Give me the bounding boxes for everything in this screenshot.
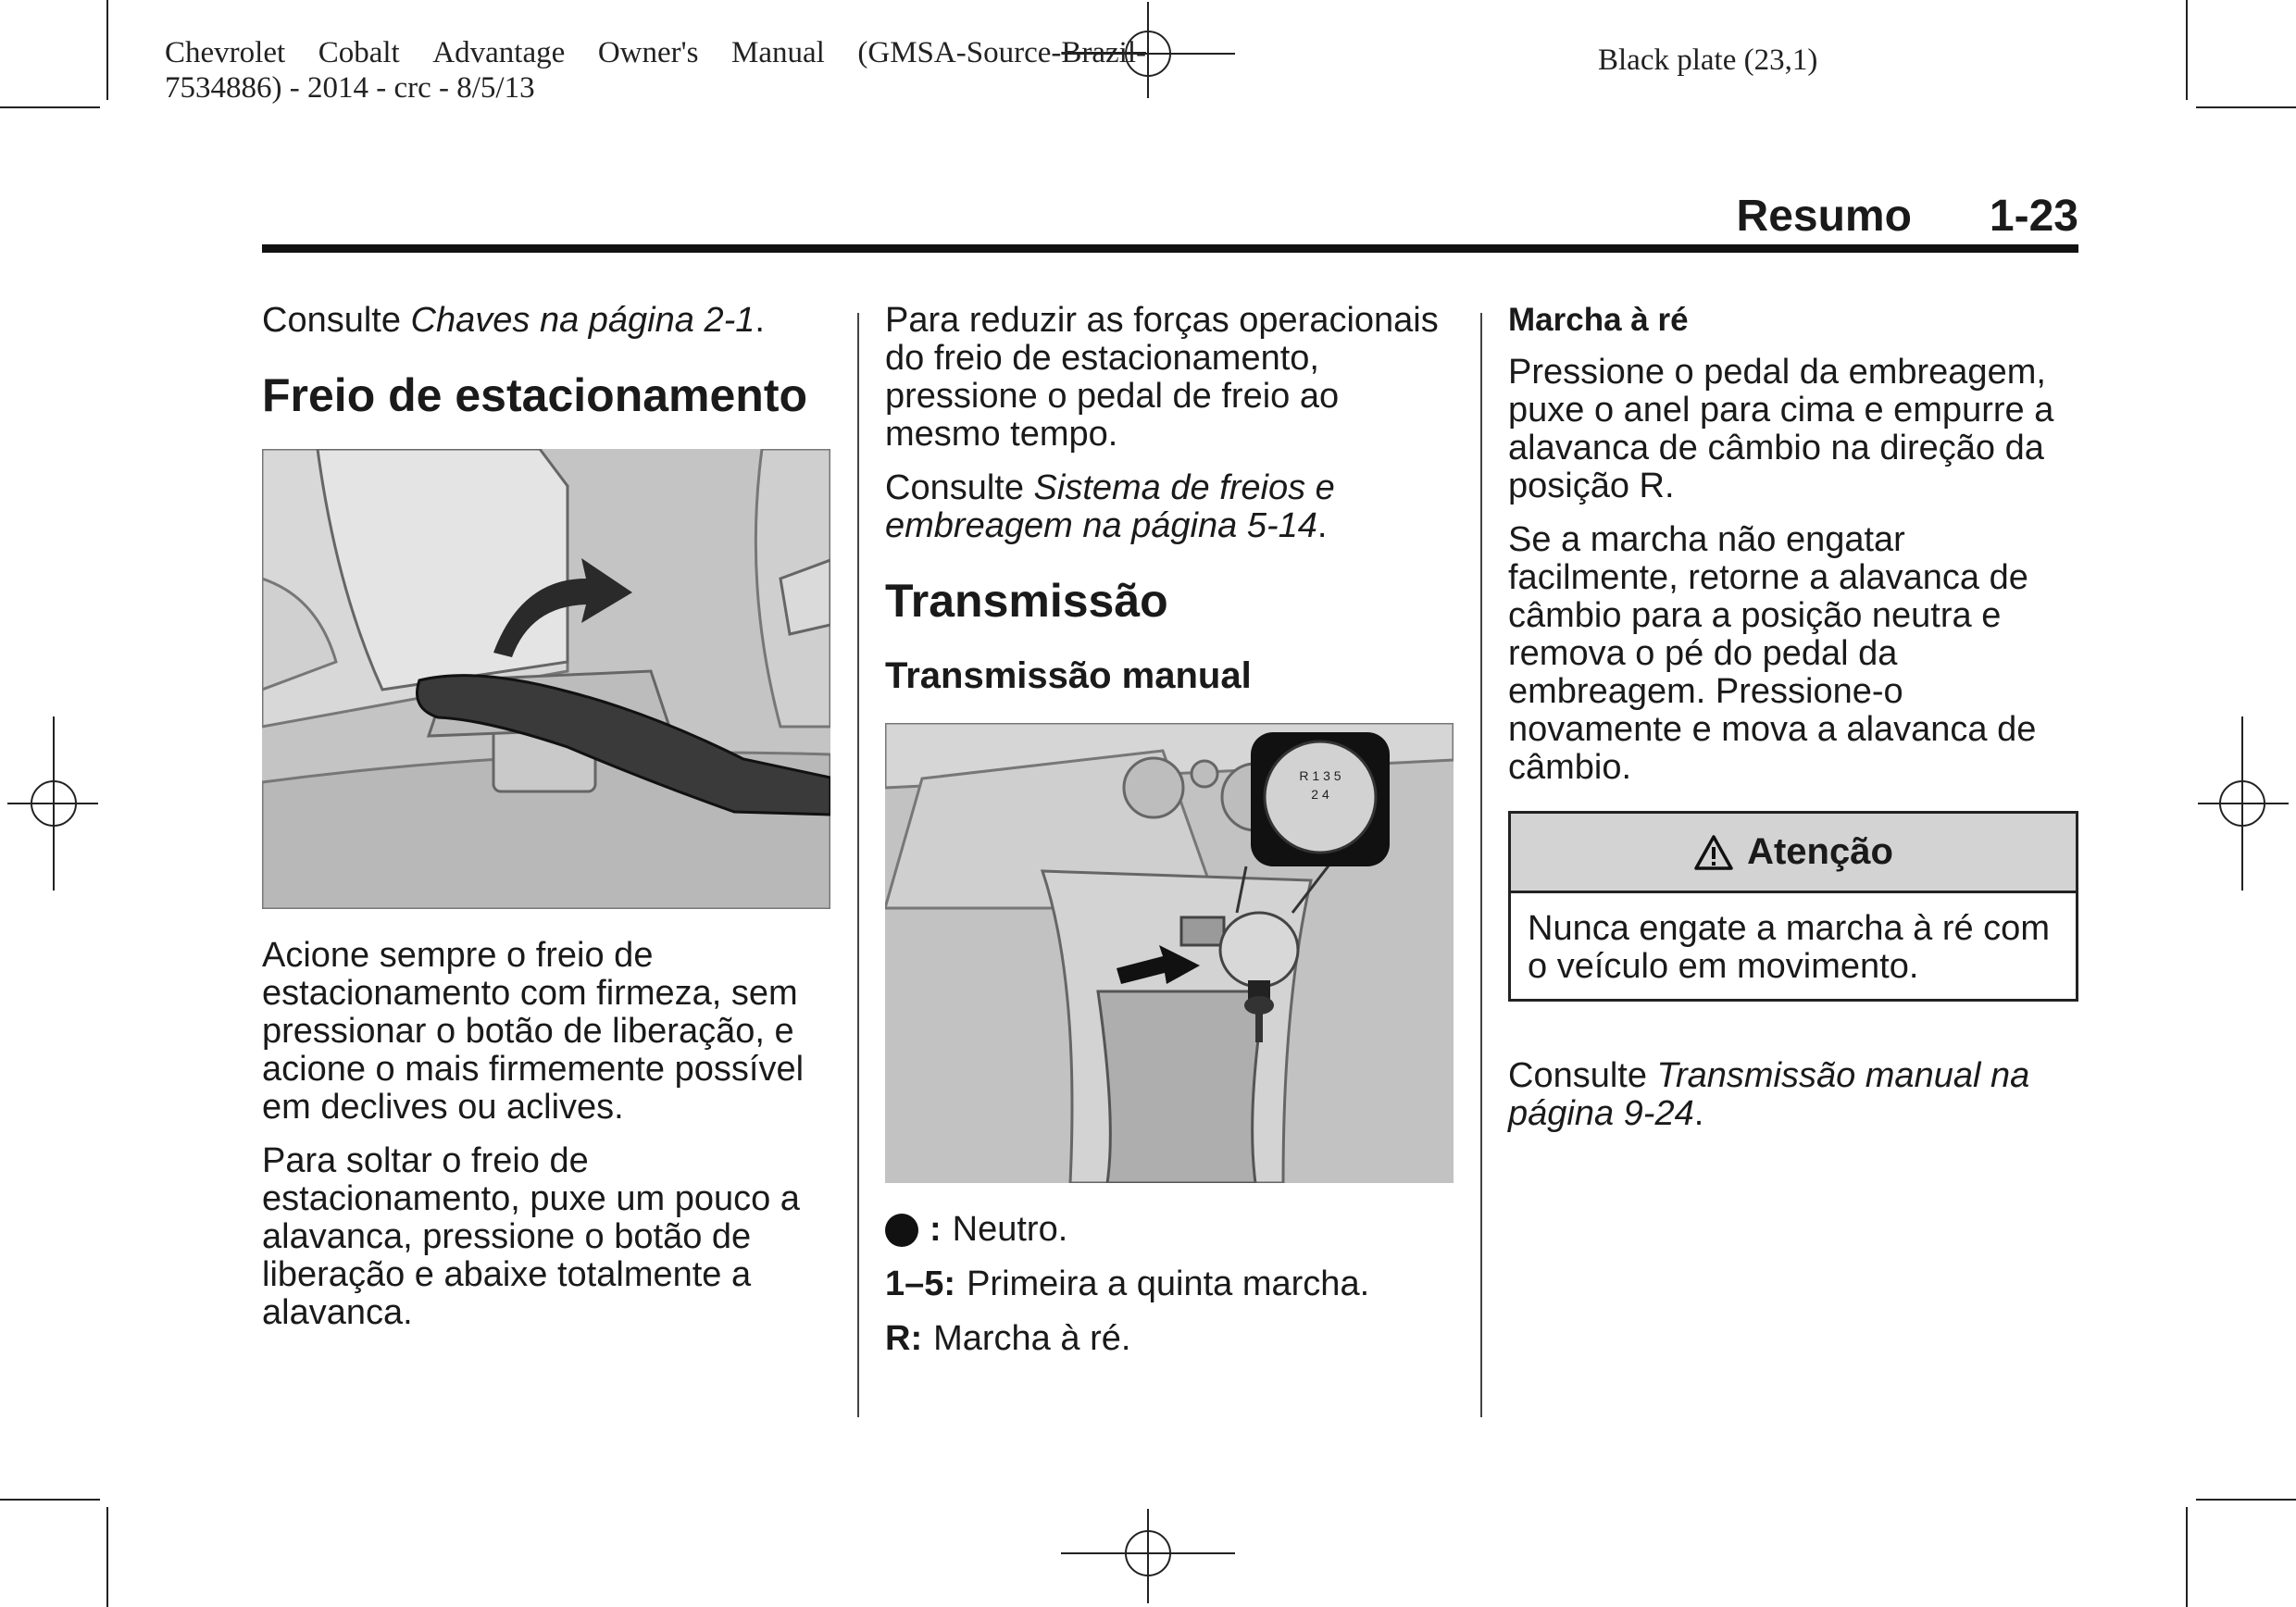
header-word-source: (GMSA-Source-Brazil- <box>857 36 1146 69</box>
paragraph: Pressione o pedal da embreagem, puxe o anel para cima e empurre a alavanca de câmbio na direção da posição R. <box>1508 353 2054 505</box>
cross-reference: Consulte Transmissão manual na página 9-24. <box>1508 1056 2030 1133</box>
header-rule <box>262 244 2078 253</box>
paragraph: Acione sempre o freio de estacionamento com firmeza, sem pressionar o botão de liberação, e acione o mais firmemente possível em declives ou aclives. <box>262 936 805 1127</box>
paragraph: Para soltar o freio de estacionamento, puxe um pouco a alavanca, pressione o botão de liberação e abaixe totalmente a alavanca. <box>262 1141 800 1332</box>
section-heading-parking-brake: Freio de estacionamento <box>262 369 808 421</box>
header-line-2: 7534886) - 2014 - crc - 8/5/13 <box>165 71 535 105</box>
column-divider <box>1480 313 1482 1417</box>
caution-header <box>1511 814 2076 893</box>
print-job-header <box>165 35 1146 106</box>
caution-title: Atenção <box>1747 831 1893 872</box>
cross-reference-link[interactable]: Transmissão manual na página 9-24 <box>1508 1056 2030 1133</box>
cross-reference: Consulte Sistema de freios e embreagem na página 5-14. <box>885 468 1335 545</box>
cross-reference-link[interactable]: Chaves na página 2-1 <box>410 301 755 340</box>
legend-item-gears: 1–5: Primeira a quinta marcha. <box>885 1264 1370 1303</box>
header-word: Cobalt <box>318 36 400 69</box>
registration-mark-right <box>2198 716 2289 891</box>
column-2 <box>885 302 1454 1375</box>
header-struck-text: Brazil- <box>1061 36 1146 69</box>
registration-mark-left <box>7 716 98 891</box>
plate-label: Black plate (23,1) <box>1598 44 1818 77</box>
header-word: Owner's <box>597 36 699 69</box>
caution-box <box>1508 811 2078 1002</box>
page-header <box>1737 191 2078 243</box>
cross-reference: Consulte Chaves na página 2-1. <box>262 301 765 340</box>
header-word: Manual <box>731 36 825 69</box>
neutral-dot-icon <box>885 1214 918 1247</box>
subheading-manual-transmission: Transmissão manual <box>885 655 1252 696</box>
gear-shifter-illustration <box>885 723 1454 1183</box>
legend-item-neutral: : Neutro. <box>885 1211 1454 1249</box>
registration-mark-bottom <box>1061 1509 1235 1603</box>
column-divider <box>857 313 859 1417</box>
paragraph: Para reduzir as forças operacionais do freio de estacionamento, pressione o pedal de freio ao mesmo tempo. <box>885 301 1439 454</box>
cross-reference-link[interactable]: Sistema de freios e embreagem na página 5-14 <box>885 468 1335 545</box>
parking-brake-illustration <box>262 449 830 909</box>
page-number: 1-23 <box>1989 192 2078 241</box>
knob-pattern-bottom: 2 4 <box>1311 787 1329 802</box>
paragraph: Se a marcha não engatar facilmente, retorne a alavanca de câmbio para a posição neutra e remova o pé do pedal da embreagem. Pressione-o novamente e mova a alavanca de câmbio. <box>1508 520 2037 787</box>
section-title: Resumo <box>1736 192 1912 241</box>
subheading-reverse: Marcha à ré <box>1508 302 1689 338</box>
knob-pattern-top: R 1 3 5 <box>1299 768 1341 783</box>
header-word: Advantage <box>432 36 566 69</box>
warning-triangle-icon <box>1693 834 1734 871</box>
legend-item-reverse: R: Marcha à ré. <box>885 1319 1131 1358</box>
section-heading-transmission: Transmissão <box>885 575 1168 627</box>
caution-text: Nunca engate a marcha à ré com o veículo em movimento. <box>1528 909 2050 986</box>
column-1 <box>262 302 845 1348</box>
header-word: Chevrolet <box>165 36 286 69</box>
column-3 <box>1508 302 2078 1149</box>
